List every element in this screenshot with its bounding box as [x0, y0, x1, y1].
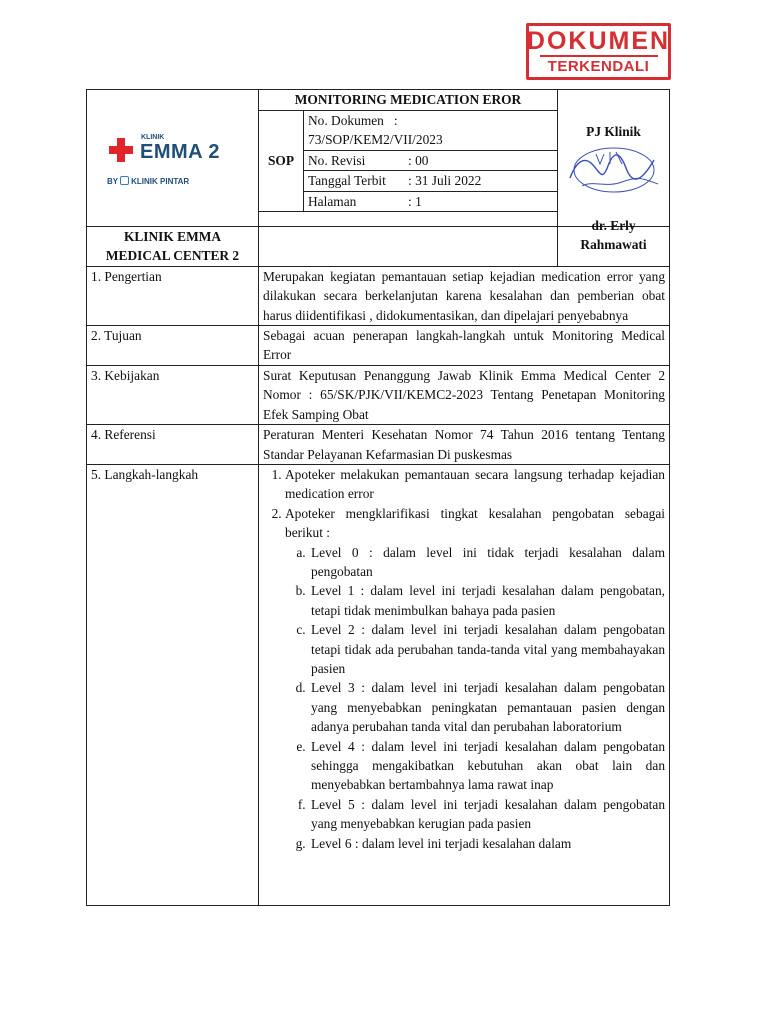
logo-by-prefix: BY — [107, 177, 119, 186]
pengertian-text: Merupakan kegiatan pemantauan setiap kejadian medication error yang dilakukan secara berkelanjutan karena kesalahan dan pemberian obat harus diidentifikasi , didokumentasikan, dan dipelajari penyebabnya — [259, 266, 670, 325]
level-item: a. Level 0 : dalam level ini tidak terjadi kesalahan dalam pengobatan — [309, 543, 665, 582]
doc-number-sep: : — [393, 113, 398, 128]
revision-value: : 00 — [408, 152, 429, 168]
doc-number-value: 73/SOP/KEM2/VII/2023 — [308, 132, 443, 148]
tujuan-label: 2. Tujuan — [87, 326, 259, 366]
tujuan-text: Sebagai acuan penerapan langkah-langkah untuk Monitoring Medical Error — [259, 326, 670, 366]
clinic-logo — [107, 130, 227, 190]
header-blank-cell — [259, 212, 558, 227]
clinic-name-line2: MEDICAL CENTER 2 — [105, 248, 240, 264]
step-1: 1. Apoteker melakukan pemantauan secara langsung terhadap kejadian medication error — [285, 465, 665, 504]
stamp-divider — [540, 55, 658, 57]
issue-date-value: : 31 Juli 2022 — [408, 173, 482, 189]
referensi-label: 4. Referensi — [87, 425, 259, 465]
logo-by-name: KLINIK PINTAR — [131, 177, 190, 186]
step-2 — [285, 504, 665, 853]
pj-klinik-cell — [558, 90, 670, 252]
levels-list — [285, 543, 665, 854]
logo-by-line — [107, 176, 189, 187]
klinik-pintar-icon — [120, 176, 129, 185]
clinic-name-blank — [259, 227, 558, 267]
referensi-text: Peraturan Menteri Kesehatan Nomor 74 Tahun 2016 tentang Tentang Standar Pelayanan Kefarmasian Di puskesmas — [259, 425, 670, 465]
pj-name-line1: dr. Erly — [591, 218, 636, 233]
kebijakan-label: 3. Kebijakan — [87, 365, 259, 424]
stamp-line1: DOKUMEN — [526, 26, 671, 55]
kebijakan-text: Surat Keputusan Penanggung Jawab Klinik Emma Medical Center 2 Nomor : 65/SK/PJK/VII/KEMC2-2023 Tentang Penetapan Monitoring Efek Samping Obat — [259, 365, 670, 424]
sop-table — [86, 89, 670, 906]
step-2-text: Apoteker mengklarifikasi tingkat kesalahan pengobatan sebagai berikut : — [285, 505, 666, 541]
signature-stamp-image — [562, 142, 662, 198]
clinic-name-line1: KLINIK EMMA — [123, 229, 222, 245]
page-label: Halaman — [308, 193, 357, 209]
pengertian-label: 1. Pengertian — [87, 266, 259, 325]
langkah-label: 5. Langkah-langkah — [87, 464, 259, 905]
logo-brand-text: EMMA 2 — [140, 141, 221, 163]
clinic-logo-cell — [87, 90, 259, 227]
dokumen-terkendali-stamp — [526, 23, 671, 80]
pj-name — [558, 216, 669, 254]
level-item: c. Level 2 : dalam level ini terjadi kesalahan dalam pengobatan tetapi tidak ada perubahan tanda-tanda vital yang membahayakan pasien — [309, 620, 665, 678]
issue-date-label: Tanggal Terbit — [308, 173, 386, 189]
stamp-line2: TERKENDALI — [547, 57, 650, 75]
pj-label: PJ Klinik — [586, 124, 641, 139]
level-item: f. Level 5 : dalam level ini terjadi kesalahan dalam pengobatan yang menyebabkan kerugian pada pasien — [309, 795, 665, 834]
issue-date-field — [304, 171, 558, 191]
level-item: g. Level 6 : dalam level ini terjadi kesalahan dalam — [309, 834, 665, 853]
revision-label: No. Revisi — [308, 152, 366, 168]
clinic-name-cell — [87, 227, 259, 267]
doc-number-label: No. Dokumen — [308, 113, 384, 128]
logo-small-text: KLINIK — [141, 134, 165, 141]
level-item: b. Level 1 : dalam level ini terjadi kesalahan dalam pengobatan, tetapi tidak menimbulkan bahaya pada pasien — [309, 581, 665, 620]
steps-list — [263, 465, 665, 853]
level-item: d. Level 3 : dalam level ini terjadi kesalahan dalam pengobatan yang menyebabkan peningkatan pemantauan pasien dengan adanya perubahan tanda vital dan perubahan laboratorium — [309, 678, 665, 736]
revision-field — [304, 150, 558, 170]
page-value: : 1 — [408, 193, 422, 209]
page-field — [304, 191, 558, 211]
sop-label: SOP — [259, 111, 304, 212]
medical-cross-icon — [109, 138, 133, 162]
level-item: e. Level 4 : dalam level ini terjadi kesalahan dalam pengobatan sehingga mengakibatkan kebutuhan akan obat lain dan menyebabkan bertambahnya lama rawat inap — [309, 737, 665, 795]
pj-name-line2: Rahmawati — [580, 237, 647, 252]
document-title: MONITORING MEDICATION EROR — [259, 90, 558, 111]
doc-number-field — [304, 111, 558, 151]
langkah-content — [259, 464, 670, 905]
